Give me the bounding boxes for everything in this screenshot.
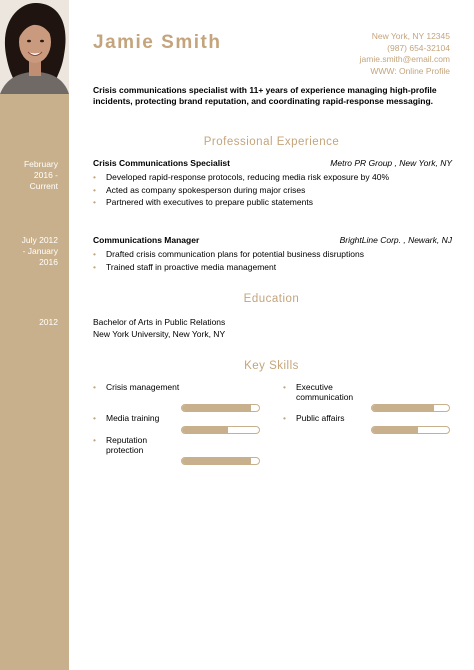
summary-text: Crisis communications specialist with 11+ years of experience managing high-profile incidents, protecting brand reputation, and coordinating rapid-response messaging.: [93, 85, 437, 106]
job-1-dates: [0, 159, 58, 192]
section-title-education: Education: [243, 293, 300, 305]
bullet-icon: •: [283, 413, 286, 423]
skill-label: Crisis management: [106, 382, 180, 392]
job-1-date-line: Current: [29, 181, 58, 191]
bullet-icon: •: [93, 249, 96, 259]
skill-level-fill: [182, 458, 251, 464]
education-school: New York University, New York, NY: [93, 328, 226, 339]
contact-phone: (987) 654-32104: [387, 42, 450, 53]
profile-photo: [0, 0, 69, 94]
education-date: 2012: [39, 317, 58, 327]
skill-label: Executive communication: [296, 382, 354, 402]
list-item: [93, 248, 364, 261]
list-item: [93, 196, 389, 209]
bullet-text: Trained staff in proactive media management: [106, 261, 277, 272]
bullet-icon: •: [93, 172, 96, 182]
education-degree: Bachelor of Arts in Public Relations: [93, 317, 226, 327]
skill-level-fill: [182, 427, 228, 433]
job-2-date-line: July 2012: [21, 235, 58, 245]
skill-label: Reputation protection: [106, 435, 148, 455]
job-2-title: Communications Manager: [93, 235, 200, 245]
skill-level-bar: [181, 404, 260, 412]
candidate-name: Jamie Smith: [93, 32, 222, 53]
skill-level-bar: [371, 426, 450, 434]
job-2-company: BrightLine Corp. , Newark, NJ: [339, 235, 452, 245]
skill-level-bar: [181, 457, 260, 465]
job-1-date-line: 2016 -: [33, 170, 58, 180]
skill-level-bar: [181, 426, 260, 434]
bullet-text: Developed rapid-response protocols, reducing media risk exposure by 40%: [106, 172, 390, 182]
bullet-icon: •: [93, 184, 96, 195]
skill-label: Public affairs: [296, 413, 345, 423]
education-entry: [93, 317, 225, 340]
job-2-date-line: 2016: [39, 257, 58, 267]
section-title-experience: Professional Experience: [203, 136, 340, 148]
list-item: [93, 184, 389, 197]
sidebar: [0, 0, 69, 670]
skill-level-fill: [372, 405, 434, 411]
bullet-icon: •: [93, 435, 96, 445]
contact-email[interactable]: jamie.smith@email.com: [359, 54, 450, 64]
list-item: [93, 171, 389, 184]
contact-website[interactable]: WWW: Online Profile: [370, 65, 450, 76]
job-1-date-line: February: [23, 159, 58, 169]
job-2-dates: [0, 235, 58, 268]
job-1-company: Metro PR Group , New York, NY: [330, 158, 452, 168]
bullet-icon: •: [283, 382, 286, 392]
job-2-bullets: [93, 248, 364, 273]
skill-level-fill: [182, 405, 251, 411]
bullet-text: Acted as company spokesperson during major crises: [106, 184, 306, 195]
skill-level-fill: [372, 427, 418, 433]
bullet-icon: •: [93, 382, 96, 392]
bullet-text: Partnered with executives to prepare public statements: [106, 197, 313, 207]
skill-label: Media training: [106, 413, 160, 423]
contact-address: New York, NY 12345: [371, 31, 450, 41]
bullet-text: Drafted crisis communication plans for potential business disruptions: [106, 249, 364, 259]
bullet-icon: •: [93, 197, 96, 207]
contact-block: [360, 31, 450, 77]
job-2-date-line: - January: [22, 246, 58, 256]
job-1-bullets: [93, 171, 389, 209]
bullet-icon: •: [93, 261, 96, 272]
bullet-icon: •: [93, 413, 96, 423]
job-1-title: Crisis Communications Specialist: [93, 158, 230, 168]
section-title-skills: Key Skills: [244, 360, 299, 372]
skill-level-bar: [371, 404, 450, 412]
list-item: [93, 261, 364, 274]
